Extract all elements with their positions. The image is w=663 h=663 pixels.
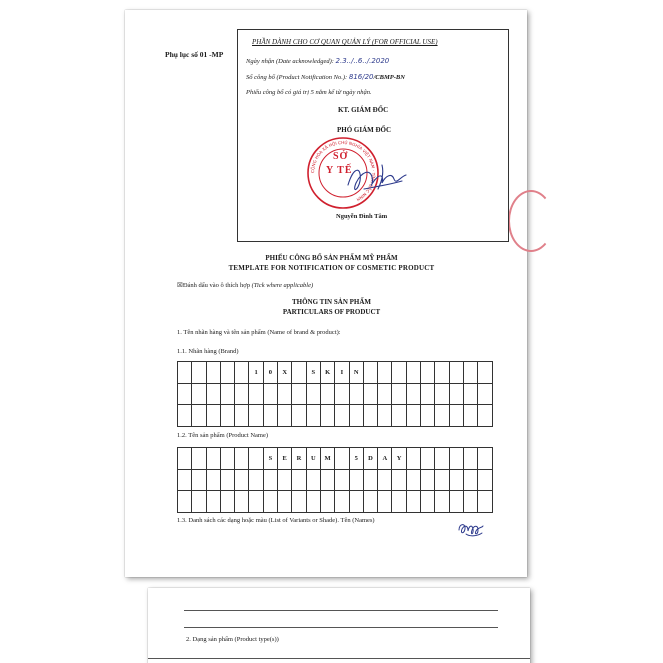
grid-cell bbox=[421, 405, 435, 427]
grid-cell bbox=[463, 469, 477, 491]
grid-cell bbox=[449, 491, 463, 513]
grid-cell bbox=[392, 362, 406, 384]
grid-cell bbox=[306, 405, 320, 427]
grid-cell bbox=[292, 491, 306, 513]
grid-cell bbox=[363, 405, 377, 427]
product-name-letter-grid bbox=[177, 447, 493, 513]
grid-cell bbox=[235, 491, 249, 513]
grid-cell bbox=[406, 405, 420, 427]
handwritten-initials-icon bbox=[456, 518, 486, 538]
grid-cell bbox=[178, 469, 192, 491]
grid-cell bbox=[349, 469, 363, 491]
grid-cell bbox=[392, 469, 406, 491]
grid-cell bbox=[463, 383, 477, 405]
grid-cell bbox=[406, 469, 420, 491]
grid-cell bbox=[406, 491, 420, 513]
grid-cell bbox=[435, 491, 449, 513]
grid-cell bbox=[263, 383, 277, 405]
grid-cell bbox=[220, 448, 234, 470]
grid-row bbox=[178, 448, 493, 470]
grid-cell bbox=[178, 448, 192, 470]
grid-cell bbox=[478, 491, 492, 513]
grid-cell: 5 bbox=[349, 448, 363, 470]
blank-line-1 bbox=[184, 610, 498, 611]
grid-cell bbox=[292, 362, 306, 384]
grid-cell bbox=[449, 383, 463, 405]
grid-cell bbox=[192, 469, 206, 491]
grid-cell bbox=[292, 383, 306, 405]
grid-cell bbox=[235, 362, 249, 384]
grid-cell bbox=[421, 469, 435, 491]
grid-cell: A bbox=[378, 448, 392, 470]
grid-cell bbox=[435, 362, 449, 384]
tick-note-en: (Tick where applicable) bbox=[251, 282, 314, 289]
deputy-director-title: PHÓ GIÁM ĐỐC bbox=[337, 126, 392, 134]
date-acknowledged-label: Ngày nhận (Date acknowledged): bbox=[246, 58, 334, 65]
grid-cell bbox=[192, 405, 206, 427]
grid-cell bbox=[378, 491, 392, 513]
grid-cell: X bbox=[278, 362, 292, 384]
section-title-en: PARTICULARS OF PRODUCT bbox=[282, 308, 381, 316]
grid-row bbox=[178, 491, 493, 513]
grid-cell bbox=[478, 448, 492, 470]
brand-letter-grid bbox=[177, 361, 493, 427]
grid-cell bbox=[421, 383, 435, 405]
grid-cell bbox=[249, 469, 263, 491]
grid-cell bbox=[463, 448, 477, 470]
grid-cell bbox=[263, 405, 277, 427]
seal-text-yte: Y TẾ bbox=[326, 165, 353, 176]
grid-cell bbox=[306, 491, 320, 513]
grid-cell bbox=[363, 362, 377, 384]
grid-cell bbox=[478, 405, 492, 427]
seal-ring-text: CỘNG HÒA XÃ HỘI CHỦ NGHĨA VIỆT NAM · TỈNH BẮC NINH bbox=[309, 139, 377, 203]
validity-note: Phiếu công bố có giá trị 5 năm kể từ ngày nhận. bbox=[246, 89, 372, 96]
grid-cell: E bbox=[278, 448, 292, 470]
grid-cell: M bbox=[320, 448, 334, 470]
tick-note bbox=[177, 281, 313, 289]
notification-number-row bbox=[246, 73, 405, 81]
document-title-vi: PHIẾU CÔNG BỐ SẢN PHẨM MỸ PHẨM bbox=[265, 254, 398, 262]
date-acknowledged-row bbox=[246, 57, 389, 65]
grid-cell bbox=[220, 469, 234, 491]
grid-cell bbox=[478, 383, 492, 405]
grid-cell bbox=[235, 383, 249, 405]
grid-cell bbox=[335, 405, 349, 427]
grid-cell bbox=[206, 469, 220, 491]
grid-cell bbox=[249, 405, 263, 427]
grid-cell bbox=[335, 383, 349, 405]
grid-cell bbox=[320, 383, 334, 405]
grid-cell bbox=[206, 362, 220, 384]
section-title-vi: THÔNG TIN SẢN PHẨM bbox=[291, 298, 372, 306]
grid-cell bbox=[320, 469, 334, 491]
grid-cell bbox=[178, 383, 192, 405]
grid-cell bbox=[192, 362, 206, 384]
grid-cell bbox=[206, 448, 220, 470]
grid-cell bbox=[392, 405, 406, 427]
grid-row bbox=[178, 469, 493, 491]
document-title-en: TEMPLATE FOR NOTIFICATION OF COSMETIC PRODUCT bbox=[228, 264, 435, 272]
grid-cell bbox=[306, 469, 320, 491]
grid-cell bbox=[320, 405, 334, 427]
grid-cell bbox=[220, 491, 234, 513]
grid-cell bbox=[206, 383, 220, 405]
grid-cell bbox=[363, 469, 377, 491]
grid-cell bbox=[235, 469, 249, 491]
grid-cell: 1 bbox=[249, 362, 263, 384]
grid-cell: S bbox=[306, 362, 320, 384]
grid-cell bbox=[406, 383, 420, 405]
grid-cell bbox=[421, 362, 435, 384]
grid-row bbox=[178, 362, 493, 384]
official-box-title: PHẦN DÀNH CHO CƠ QUAN QUẢN LÝ (FOR OFFICIAL USE) bbox=[252, 38, 438, 46]
grid-cell bbox=[263, 491, 277, 513]
notification-number-value: 816/20 bbox=[348, 73, 374, 81]
grid-cell bbox=[335, 448, 349, 470]
grid-cell bbox=[235, 405, 249, 427]
grid-cell bbox=[449, 469, 463, 491]
signature-icon bbox=[344, 155, 414, 197]
grid-cell bbox=[378, 383, 392, 405]
grid-cell bbox=[463, 405, 477, 427]
grid-cell bbox=[263, 469, 277, 491]
grid-cell: U bbox=[306, 448, 320, 470]
grid-cell bbox=[406, 362, 420, 384]
item-1-brand-product: 1. Tên nhãn hàng và tên sản phẩm (Name of brand & product): bbox=[177, 329, 341, 336]
grid-cell bbox=[220, 362, 234, 384]
grid-cell: S bbox=[263, 448, 277, 470]
grid-cell bbox=[392, 491, 406, 513]
tick-note-vi: ☒Đánh dấu vào ô thích hợp bbox=[177, 282, 250, 289]
grid-row bbox=[178, 405, 493, 427]
grid-cell bbox=[449, 448, 463, 470]
grid-cell: K bbox=[320, 362, 334, 384]
grid-cell bbox=[278, 383, 292, 405]
grid-cell bbox=[449, 405, 463, 427]
grid-cell bbox=[435, 405, 449, 427]
grid-cell bbox=[392, 383, 406, 405]
grid-cell bbox=[220, 405, 234, 427]
grid-cell bbox=[435, 469, 449, 491]
grid-cell bbox=[192, 491, 206, 513]
grid-cell bbox=[363, 491, 377, 513]
grid-cell bbox=[463, 491, 477, 513]
grid-cell bbox=[206, 491, 220, 513]
grid-cell bbox=[178, 491, 192, 513]
official-use-box bbox=[237, 29, 509, 242]
grid-cell bbox=[220, 383, 234, 405]
grid-cell bbox=[192, 448, 206, 470]
grid-cell bbox=[206, 405, 220, 427]
grid-cell bbox=[320, 491, 334, 513]
grid-cell: 0 bbox=[263, 362, 277, 384]
appendix-label: Phụ lục số 01 -MP bbox=[165, 50, 224, 59]
grid-cell bbox=[421, 448, 435, 470]
grid-cell: N bbox=[349, 362, 363, 384]
edge-stamp-mark bbox=[508, 190, 554, 252]
grid-cell bbox=[249, 491, 263, 513]
item-1-2-product-name: 1.2. Tên sản phẩm (Product Name) bbox=[177, 432, 269, 439]
grid-cell bbox=[435, 448, 449, 470]
grid-cell bbox=[278, 491, 292, 513]
grid-cell bbox=[349, 491, 363, 513]
grid-cell bbox=[349, 383, 363, 405]
notification-number-label: Số công bố (Product Notification No.): bbox=[246, 74, 348, 81]
grid-cell bbox=[335, 469, 349, 491]
page-2-bottom-rule bbox=[148, 658, 530, 659]
date-acknowledged-value: 2.3../..6../.2020 bbox=[335, 57, 390, 65]
grid-cell bbox=[178, 362, 192, 384]
grid-cell bbox=[363, 383, 377, 405]
blank-line-2 bbox=[184, 627, 498, 628]
grid-cell bbox=[249, 383, 263, 405]
grid-cell bbox=[378, 469, 392, 491]
grid-cell bbox=[406, 448, 420, 470]
notification-number-suffix: /CBMP-BN bbox=[373, 74, 405, 81]
grid-cell bbox=[249, 448, 263, 470]
grid-cell bbox=[306, 383, 320, 405]
grid-cell bbox=[478, 362, 492, 384]
seal-text-so: SỞ bbox=[333, 151, 349, 162]
grid-cell: R bbox=[292, 448, 306, 470]
grid-cell bbox=[335, 491, 349, 513]
grid-cell bbox=[192, 383, 206, 405]
grid-cell bbox=[449, 362, 463, 384]
document-page-2 bbox=[148, 588, 530, 663]
grid-cell: I bbox=[335, 362, 349, 384]
grid-cell bbox=[378, 405, 392, 427]
grid-cell bbox=[178, 405, 192, 427]
grid-cell bbox=[278, 469, 292, 491]
item-1-1-brand: 1.1. Nhãn hàng (Brand) bbox=[177, 348, 239, 355]
grid-cell bbox=[292, 469, 306, 491]
grid-cell bbox=[435, 383, 449, 405]
director-title: KT. GIÁM ĐỐC bbox=[338, 106, 389, 114]
grid-cell bbox=[478, 469, 492, 491]
signer-name: Nguyễn Đình Tâm bbox=[336, 213, 388, 220]
item-1-3-variants: 1.3. Danh sách các dạng hoặc màu (List of Variants or Shade). Tên (Names) bbox=[177, 517, 375, 524]
grid-cell bbox=[463, 362, 477, 384]
grid-cell bbox=[278, 405, 292, 427]
grid-cell bbox=[378, 362, 392, 384]
grid-cell bbox=[292, 405, 306, 427]
grid-row bbox=[178, 383, 493, 405]
grid-cell bbox=[421, 491, 435, 513]
item-2-product-type: 2. Dạng sản phẩm (Product type(s)) bbox=[186, 636, 279, 643]
grid-cell bbox=[235, 448, 249, 470]
grid-cell: D bbox=[363, 448, 377, 470]
grid-cell bbox=[349, 405, 363, 427]
grid-cell: Y bbox=[392, 448, 406, 470]
